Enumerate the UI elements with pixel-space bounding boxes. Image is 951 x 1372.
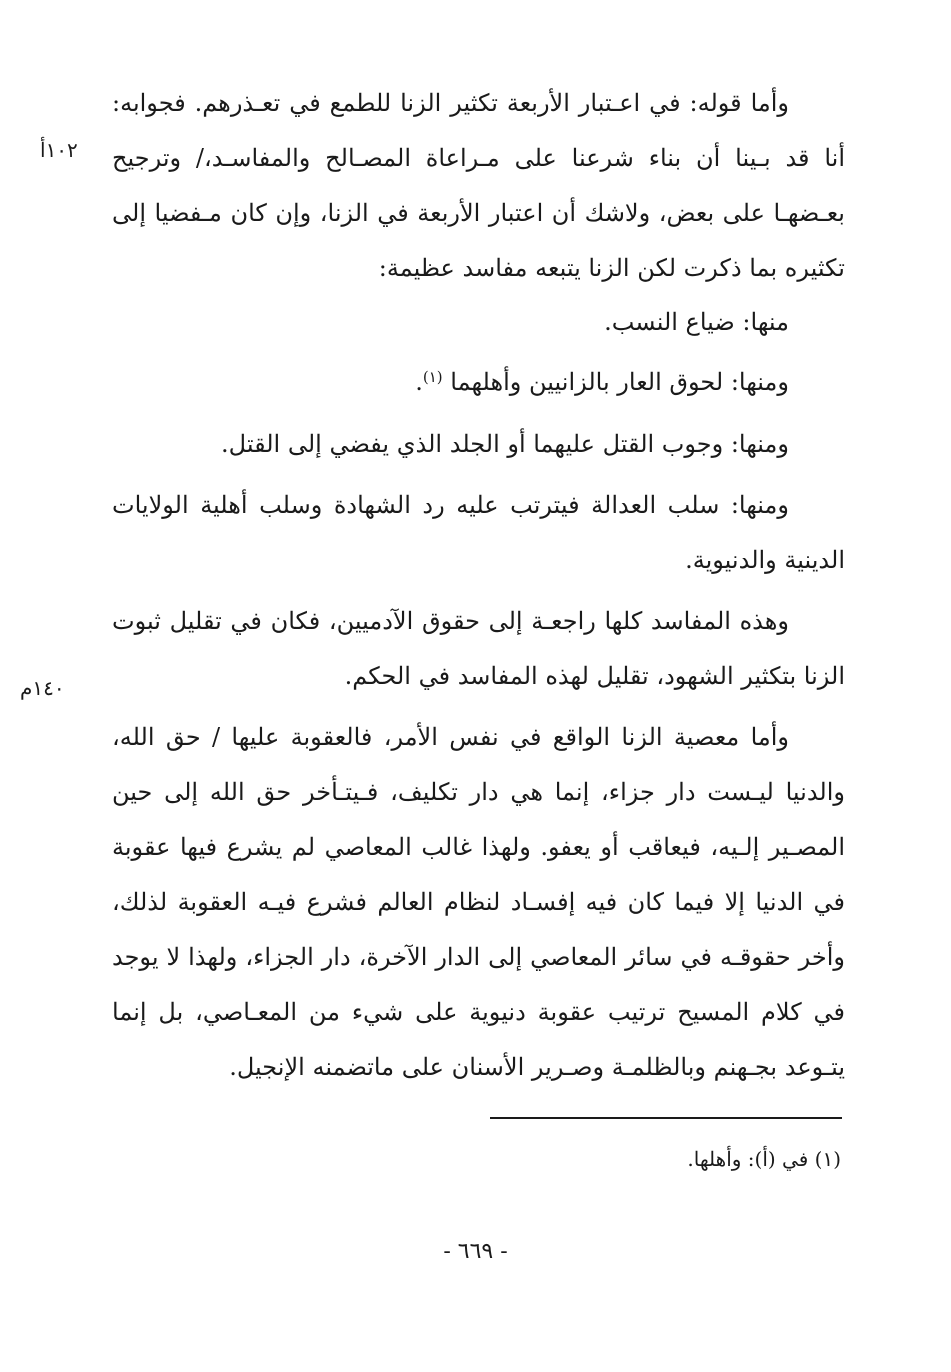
footnote: (١) في (أ): وأهلها. (687, 1147, 841, 1171)
footnote-divider (490, 1117, 842, 1119)
paragraph-3: وأما معصية الزنا الواقع في نفس الأمر، فالعقوبة عليها / حق الله، والدنيا ليـست دار جزاء، إنما هي دار تكليف، فـيتـأخر حق الله إلى حين المصـير إلـيه، فيعاقب أو يعفو. ولهذا غالب المعاصي لم يشرع فيها عقوبة في الدنيا إلا فيما كان فيه إفسـاد لنظام العالم فشرع فيـه العقوبة لذلك، وأخر حقوقـه في سائر المعاصي إلى الدار الآخرة، دار الجزاء، ولهذا لا يوجد في كلام المسيح ترتيب عقوبة دنيوية على شيء من المعـاصي، بل إنما يتـوعد بجـهنم وبالظلمـة وصـرير الأسنان على ماتضمنه الإنجيل. (112, 723, 845, 1081)
margin-note-manuscript-a: ١٠٢أ (40, 138, 78, 162)
paragraph-1: وأما قوله: في اعـتبار الأربعة تكثير الزنا للطمع في تعـذرهم. فجوابه: أنا قد بـينا أن بناء شرعنا على مـراعاة المصـالح والمفاسـد،/ وترجيح بعـضهـا على بعض، ولاشك أن اعتبار الأربعة في الزنا، وإن كان مـفضيا إلى تكثيره بما ذكرت لكن الزنا يتبعه مفاسد عظيمة: (112, 89, 845, 282)
margin-note-manuscript-m: ١٤٠م (20, 676, 65, 700)
list-item-4: ومنها: سلب العدالة فيترتب عليه رد الشهادة وسلب أهلية الولايات الدينية والدنيوية. (112, 491, 845, 574)
list-item-2-text: ومنها: لحوق العار بالزانيين وأهلهما (450, 368, 789, 396)
footnote-reference: (١) (422, 368, 443, 386)
list-item-2-end: . (415, 368, 423, 396)
list-item-3: ومنها: وجوب القتل عليهما أو الجلد الذي يفضي إلى القتل. (221, 430, 789, 458)
paragraph-2: وهذه المفاسد كلها راجعـة إلى حقوق الآدميين، فكان في تقليل ثبوت الزنا بتكثير الشهود، تقليل لهذه المفاسد في الحكم. (112, 607, 845, 690)
list-item-2 (112, 355, 845, 410)
list-item-1: منها: ضياع النسب. (604, 308, 789, 336)
page-number: - ٦٦٩ - (443, 1239, 508, 1264)
